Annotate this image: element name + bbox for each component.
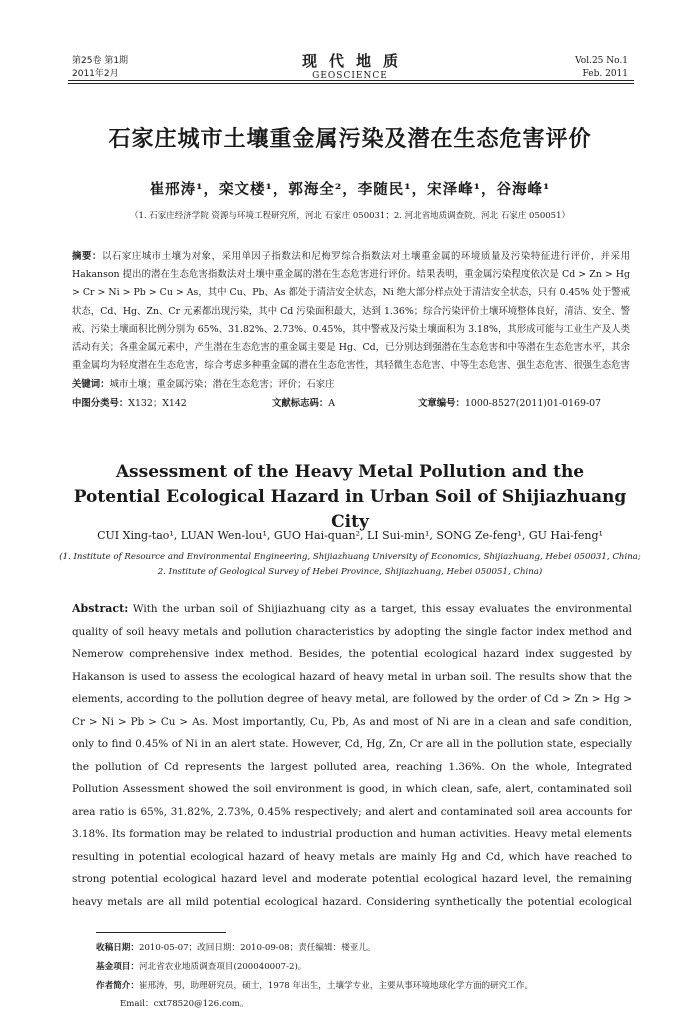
title-en: Assessment of the Heavy Metal Pollution and the Potential Ecological Hazard in Urban Soil of Shijiazhuang City <box>73 462 627 532</box>
affiliation-en-1: (1. Institute of Resource and Environmental Engineering, Shijiazhuang University of Economics, Shijiazhuang, Hebei 050031, China; <box>59 552 641 562</box>
keywords-cn-text: 城市土壤；重金属污染；潜在生态危害；评价；石家庄 <box>109 379 335 390</box>
abstract-en-label: Abstract: <box>72 602 129 615</box>
affiliations-cn: （1. 石家庄经济学院 资源与环境工程研究所，河北 石家庄 050031；2. 河北省地质调查院，河北 石家庄 050051） <box>129 211 571 221</box>
header-rule-thick <box>68 80 634 81</box>
abstract-en-text: With the urban soil of Shijiazhuang city as a target, this essay evaluates the environmental quality of soil heavy metals and pollution characteristics by adopting the single factor index method and Nemerow comprehensive index method. Besides, the potential ecological hazard index suggested by Hakanson is used to assess the ecological hazard of heavy metal in urban soil. The results show that the elements, according to the pollution degree of heavy metal, are followed by the order of Cd > Zn > Hg > Cr > Ni > Pb > Cu > As. Most importantly, Cu, Pb, As and most of Ni are in a clean and safe condition, only to find 0.45% of Ni in an alert state. However, Cd, Hg, Zn, Cr are all in the pollution state, especially the pollution of Cd represents the largest polluted area, reaching 1.36%. On the whole, Integrated Pollution Assessment showed the soil environment is good, in which clean, safe, alert, contaminated soil area ratio is 65%, 31.82%, 2.73%, 0.45% respectively; and alert and contaminated soil area accounts for 3.18%. Its formation may be related to industrial production and human activities. Heavy metal elements resulting in potential ecological hazard of heavy metals are mainly Hg and Cd, which have reached to strong potential ecological hazard level and moderate potential ecological hazard level, the remaining heavy metals are all mild potential ecological hazard. Considering synthetically the potential ecological <box>72 603 632 908</box>
abstract-cn-text: 以石家庄城市土壤为对象，采用单因子指数法和尼梅罗综合指数法对土壤重金属的环境质量及污染特征进行评价，并采用 Hakanson 提出的潜在生态危害指数法对土壤中重金属的潜在生态危害进行评价。结果表明，重金属污染程度依次是 Cd > Zn > Hg > Cr > Ni > Pb > Cu > As，其中 Cu、Pb、As 都处于清洁安全状态，Ni 绝大部分样点处于清洁安全状态，只有 0.45% 处于警戒状态，Cd、Hg、Zn、Cr 元素都出现污染，其中 Cd 污染面积最大，达到 1.36%；综合污染评价土壤环境整体良好，清洁、安全、警戒、污染土壤面积比例分别为 65%、31.82%、2.73%、0.45%，其中警戒及污染土壤面积为 3.18%，其形成可能与工业生产及人类活动有关；各重金属元素中，产生潜在生态危害的重金属主要是 Hg、Cd，已分别达到强潜在生态危害和中等潜在生态危害水平，其余重金属均为轻度潜在生态危害，综合考虑多种重金属的潜在生态危害性，其轻微生态危害、中等生态危害、强生态危害、很强生态危害 <box>72 251 630 372</box>
keywords-cn <box>72 376 630 394</box>
date-en: Feb. 2011 <box>582 69 628 79</box>
volume-issue-en: Vol.25 No.1 <box>575 56 628 66</box>
footnote-dates: 收稿日期：2010-05-07；改回日期：2010-09-08；责任编辑：楼亚儿。 <box>96 943 376 953</box>
footnote-author: 作者简介：崔邢涛，男，助理研究员，硕士，1978 年出生，土壤学专业，主要从事环境地球化学方面的研究工作。 <box>96 981 534 991</box>
keywords-cn-label: 关键词： <box>72 379 110 390</box>
footnote-funding: 基金项目：河北省农业地质调查项目(200040007-2)。 <box>96 962 307 972</box>
abstract-cn <box>72 248 630 376</box>
running-header-right <box>575 55 628 81</box>
authors-cn: 崔邢涛¹，栾文楼¹，郭海全²，李随民¹，宋泽峰¹，谷海峰¹ <box>149 181 551 198</box>
affiliations-en <box>0 550 700 580</box>
affiliation-en-2: 2. Institute of Geological Survey of Hebei Province, Shijiazhuang, Hebei 050051, China) <box>157 567 543 577</box>
header-rule-thin <box>68 83 634 84</box>
footnote-email: Email：cxt78520@126.com。 <box>120 999 249 1009</box>
volume-issue-cn: 第25卷 第1期 <box>72 56 129 66</box>
clc-number: 中图分类号：X132；X142 <box>72 398 187 409</box>
article-number: 文章编号：1000-8527(2011)01-0169-07 <box>418 398 602 409</box>
abstract-cn-label: 摘要： <box>72 251 102 262</box>
date-cn: 2011年2月 <box>72 69 119 79</box>
authors-en: CUI Xing-tao¹, LUAN Wen-lou¹, GUO Hai-quan², LI Sui-min¹, SONG Ze-feng¹, GU Hai-feng¹ <box>97 529 603 542</box>
footnote-rule <box>96 932 226 933</box>
journal-name-en: GEOSCIENCE <box>312 71 388 81</box>
abstract-en <box>72 598 632 918</box>
journal-name-cn: 现代地质 <box>301 52 410 70</box>
document-code: 文献标志码：A <box>272 398 336 409</box>
title-cn: 石家庄城市土壤重金属污染及潜在生态危害评价 <box>108 127 592 152</box>
